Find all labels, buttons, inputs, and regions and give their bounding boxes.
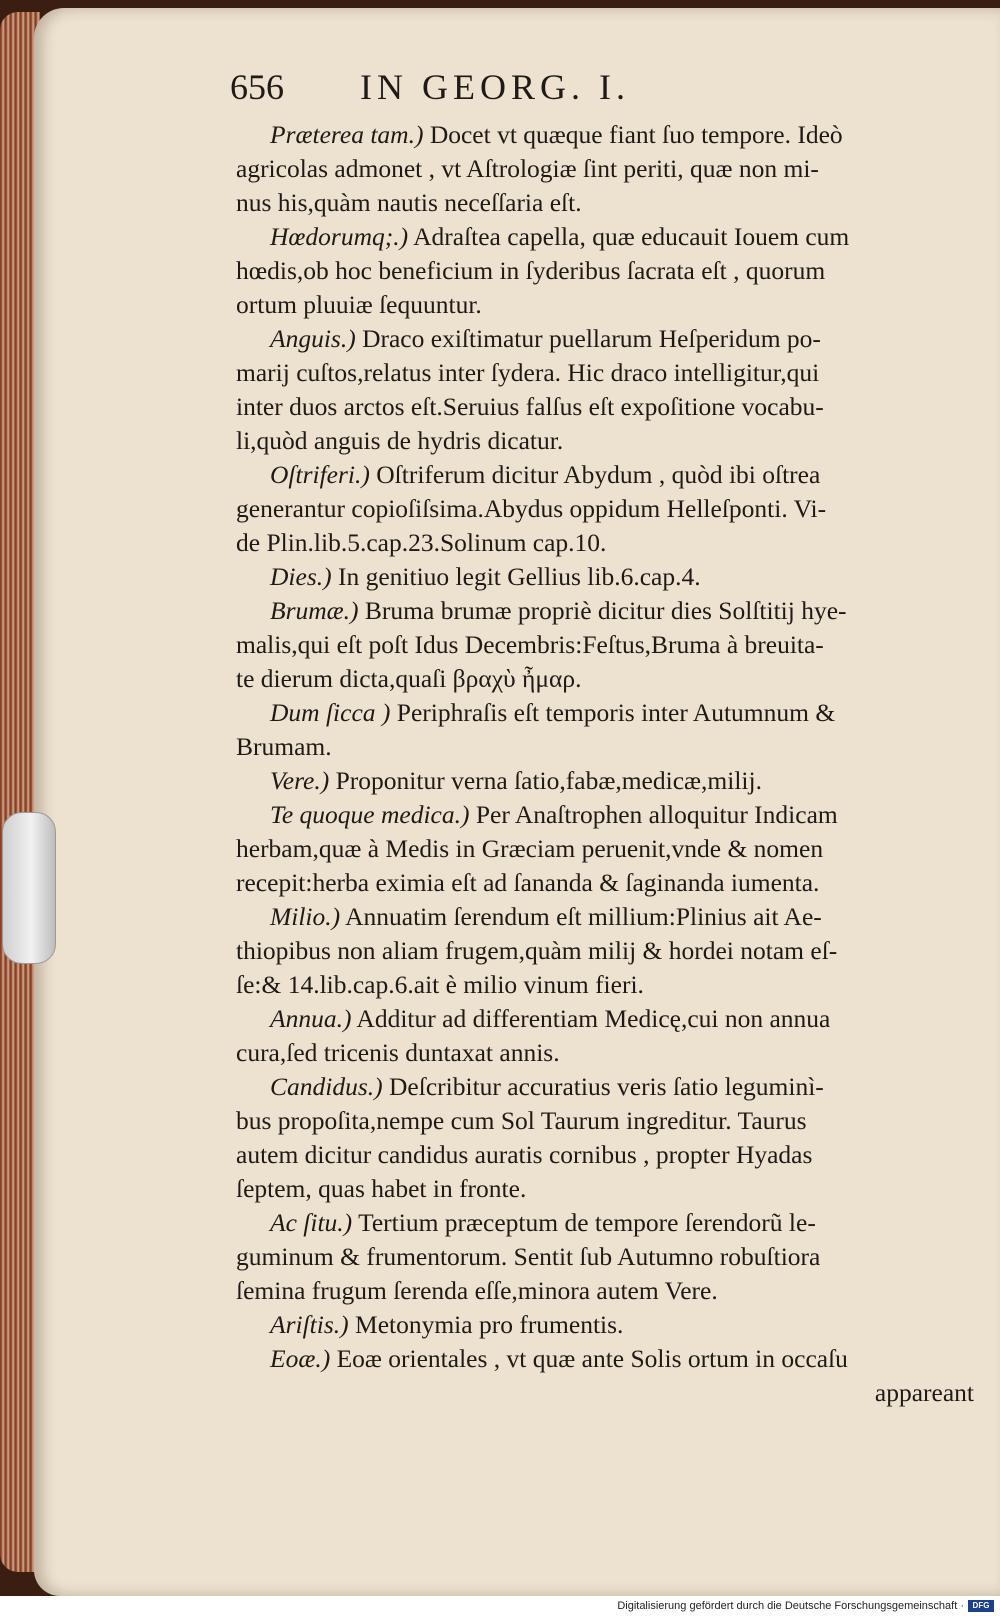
entry-line <box>236 1036 986 1070</box>
page-number: 656 <box>230 67 284 107</box>
entry-text: Brumam. <box>236 732 332 761</box>
entry-text: ſemina frugum ſerenda eſſe,minora autem Vere. <box>236 1276 718 1305</box>
entry-first-line <box>236 594 986 628</box>
entry-line <box>236 1104 986 1138</box>
entry-line <box>236 492 986 526</box>
entry-text: Periphraſis eſt temporis inter Autumnum & <box>396 698 836 727</box>
entry-text: agricolas admonet , vt Aſtrologiæ ſint periti, quæ non mi- <box>236 154 819 183</box>
entry-text: de Plin.lib.5.cap.23.Solinum cap.10. <box>236 528 607 557</box>
entry-text: Additur ad differentiam Medicę,cui non annua <box>356 1004 831 1033</box>
running-header <box>230 66 790 114</box>
entry-lemma: Ariſtis.) <box>270 1310 349 1339</box>
entry-text: li,quòd anguis de hydris dicatur. <box>236 426 564 455</box>
entry-text: Oſtriferum dicitur Abydum , quòd ibi oſtrea <box>376 460 821 489</box>
entry-line <box>236 662 986 696</box>
entry-text: Per Anaſtrophen alloquitur Indicam <box>475 800 838 829</box>
entry-line <box>236 288 986 322</box>
entry-text: malis,qui eſt poſt Idus Decembris:Feſtus,Bruma à breuita- <box>236 630 824 659</box>
entry-line <box>236 424 986 458</box>
entry-line <box>236 730 986 764</box>
entry-text: inter duos arctos eſt.Seruius falſus eſt expoſitione vocabu- <box>236 392 824 421</box>
entry-line <box>236 866 986 900</box>
commentary-text <box>236 118 986 1410</box>
entry-text: marij cuſtos,relatus inter ſydera. Hic draco intelligitur,qui <box>236 358 820 387</box>
entry-line <box>236 1274 986 1308</box>
entry-lemma: Ac ſitu.) <box>270 1208 353 1237</box>
entry-text: nus his,quàm nautis neceſſaria eſt. <box>236 188 582 217</box>
entry-first-line <box>236 1002 986 1036</box>
entry-lemma: Te quoque medica.) <box>270 800 470 829</box>
entry-line <box>236 1138 986 1172</box>
entry-text: hœdis,ob hoc beneficium in ſyderibus ſacrata eſt , quorum <box>236 256 826 285</box>
entry-first-line <box>236 560 986 594</box>
entry-text: Bruma brumæ propriè dicitur dies Solſtitij hye- <box>364 596 847 625</box>
entry-text: Draco exiſtimatur puellarum Heſperidum po- <box>362 324 821 353</box>
entry-line <box>236 186 986 220</box>
digitization-footer <box>0 1596 1000 1616</box>
catchword: appareant <box>874 1378 974 1407</box>
entry-text: ſeptem, quas habet in fronte. <box>236 1174 527 1203</box>
entry-text: In genitiuo legit Gellius lib.6.cap.4. <box>337 562 701 591</box>
entry-first-line <box>236 118 986 152</box>
entry-text: Adraſtea capella, quæ educauit Iouem cum <box>413 222 850 251</box>
entry-text: herbam,quæ à Medis in Græciam peruenit,vnde & nomen <box>236 834 824 863</box>
entry-text: bus propoſita,nempe cum Sol Taurum ingreditur. Taurus <box>236 1106 807 1135</box>
entry-lemma: Hœdorumq;.) <box>270 222 409 251</box>
entry-first-line <box>236 322 986 356</box>
entry-first-line <box>236 1070 986 1104</box>
entry-text: te dierum dicta,quaſi βραχὺ ἦμαρ. <box>236 664 582 693</box>
entry-line <box>236 968 986 1002</box>
entry-text: Metonymia pro frumentis. <box>355 1310 624 1339</box>
entry-first-line <box>236 1342 986 1376</box>
entry-text: Docet vt quæque fiant ſuo tempore. Ideò <box>429 120 843 149</box>
entry-text: Eoæ orientales , vt quæ ante Solis ortum in occaſu <box>336 1344 848 1373</box>
entry-text: thiopibus non aliam frugem,quàm milij & hordei notam eſ- <box>236 936 838 965</box>
entry-lemma: Annua.) <box>270 1004 352 1033</box>
entry-lemma: Eoæ.) <box>270 1344 331 1373</box>
entry-lemma: Dum ſicca ) <box>270 698 391 727</box>
entry-text: autem dicitur candidus auratis cornibus , propter Hyadas <box>236 1140 813 1169</box>
entry-text: Annuatim ſerendum eſt millium:Plinius ait Ae- <box>345 902 822 931</box>
entry-first-line <box>236 458 986 492</box>
entry-line <box>236 1172 986 1206</box>
entry-line <box>236 254 986 288</box>
entry-line <box>236 390 986 424</box>
entry-text: guminum & frumentorum. Sentit ſub Autumno robuſtiora <box>236 1242 821 1271</box>
entry-first-line <box>236 764 986 798</box>
entry-first-line <box>236 1206 986 1240</box>
entry-lemma: Milio.) <box>270 902 341 931</box>
entry-first-line <box>236 696 986 730</box>
entry-line <box>236 832 986 866</box>
entry-lemma: Dies.) <box>270 562 332 591</box>
entry-lemma: Prӕterea tam.) <box>270 120 424 149</box>
entry-line <box>236 152 986 186</box>
entry-text: Proponitur verna ſatio,fabæ,medicæ,milij. <box>335 766 762 795</box>
entry-lemma: Vere.) <box>270 766 330 795</box>
entry-line <box>236 526 986 560</box>
entry-text: generantur copioſiſsima.Abydus oppidum Helleſponti. Vi- <box>236 494 827 523</box>
entry-text: Deſcribitur accuratius veris ſatio leguminì- <box>389 1072 824 1101</box>
entry-lemma: Oſtriferi.) <box>270 460 370 489</box>
entry-line <box>236 1240 986 1274</box>
entry-lemma: Anguis.) <box>270 324 356 353</box>
entry-text: cura,ſed tricenis duntaxat annis. <box>236 1038 560 1067</box>
running-title: IN GEORG. I. <box>360 67 630 107</box>
entry-text: ortum pluuiæ ſequuntur. <box>236 290 482 319</box>
entry-text: ſe:& 14.lib.cap.6.ait è milio vinum fieri. <box>236 970 644 999</box>
page-clip <box>2 812 56 964</box>
entry-first-line <box>236 220 986 254</box>
entry-first-line <box>236 900 986 934</box>
entry-line <box>236 934 986 968</box>
footer-credit: Digitalisierung gefördert durch die Deutsche Forschungsgemeinschaft · <box>617 1600 964 1612</box>
dfg-logo: DFG <box>968 1600 994 1612</box>
entry-lemma: Brumæ.) <box>270 596 359 625</box>
entry-text: Tertium præceptum de tempore ſerendorũ le- <box>358 1208 816 1237</box>
entry-text: recepit:herba eximia eſt ad ſananda & ſaginanda iumenta. <box>236 868 820 897</box>
entry-lemma: Candidus.) <box>270 1072 383 1101</box>
entry-first-line <box>236 798 986 832</box>
entry-line <box>236 628 986 662</box>
entry-first-line <box>236 1308 986 1342</box>
entry-line <box>236 356 986 390</box>
